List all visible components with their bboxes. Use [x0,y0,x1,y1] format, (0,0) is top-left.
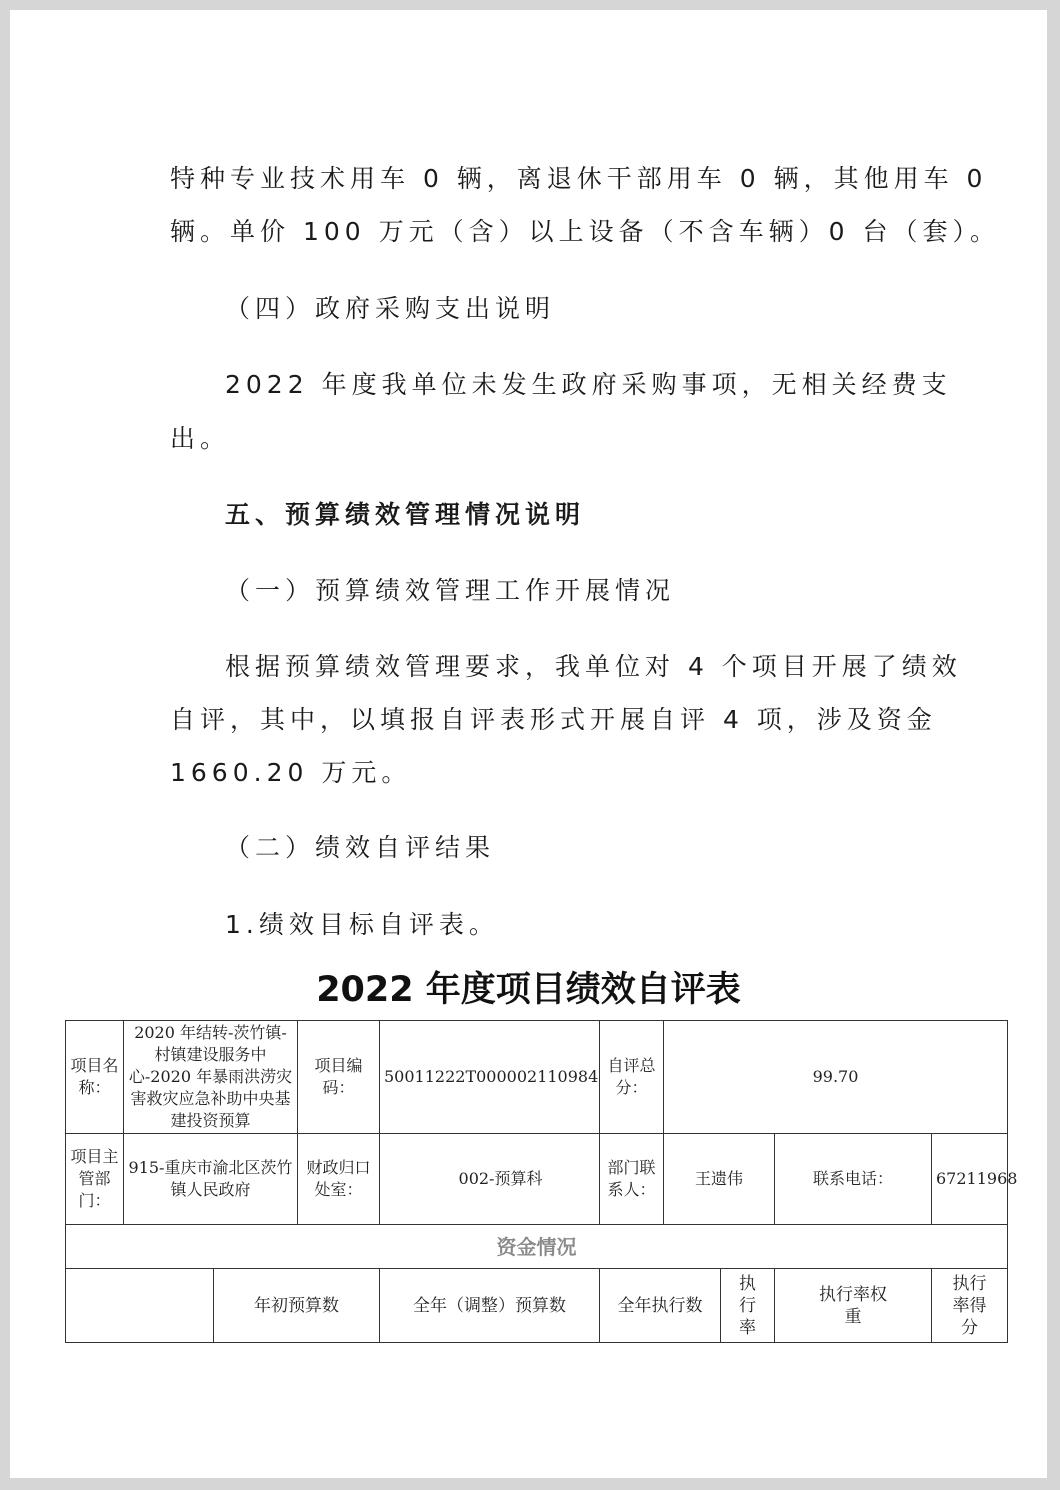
paragraph-vehicles-line1: 特种专业技术用车 0 辆，离退休干部用车 0 辆，其他用车 0 [170,164,988,193]
paragraph-self-eval-table: 1.绩效目标自评表。 [225,910,499,939]
table-row-department [66,1134,1008,1225]
project-name-value: 2020 年结转-茨竹镇-村镇建设服务中心-2020 年暴雨洪涝灾害救灾应急补助中央基建投资预算 [124,1021,298,1134]
col-blank [66,1269,214,1343]
col-rate-weight: 执行率权重 [775,1269,932,1343]
paragraph-procurement-line2: 出。 [170,424,231,453]
col-executed: 全年执行数 [600,1269,721,1343]
document-page [10,10,1047,1478]
table-title: 2022 年度项目绩效自评表 [316,970,741,1010]
paragraph-evaluation-line3: 1660.20 万元。 [170,758,412,787]
self-score-label: 自评总分： [600,1021,664,1134]
self-score-value: 99.70 [664,1021,1008,1134]
dept-label: 项目主管部门： [66,1134,124,1225]
paragraph-vehicles-line2: 辆。单价 100 万元（含）以上设备（不含车辆）0 台（套）。 [170,217,1000,246]
paragraph-evaluation-line1: 根据预算绩效管理要求，我单位对 4 个项目开展了绩效 [225,652,962,681]
heading-sub-1: （一）预算绩效管理工作开展情况 [225,576,676,605]
paragraph-evaluation-line2: 自评，其中，以填报自评表形式开展自评 4 项，涉及资金 [170,705,937,734]
paragraph-procurement-line1: 2022 年度我单位未发生政府采购事项，无相关经费支 [225,370,952,399]
project-name-label: 项目名称： [66,1021,124,1134]
col-execution-rate: 执行率 [721,1269,775,1343]
table-row-project [66,1021,1008,1134]
contact-label: 部门联系人： [600,1134,664,1225]
table-row-column-headers [66,1269,1008,1343]
table-row-funds-header [66,1225,1008,1269]
dept-value: 915-重庆市渝北区茨竹镇人民政府 [124,1134,298,1225]
heading-section-5: 五、预算绩效管理情况说明 [225,500,586,529]
heading-procurement: （四）政府采购支出说明 [225,294,556,323]
phone-value: 67211968 [932,1134,1008,1225]
performance-table [65,1020,1018,1343]
heading-sub-2: （二）绩效自评结果 [225,833,496,862]
col-rate-score: 执行率得分 [932,1269,1008,1343]
contact-value: 王遗伟 [664,1134,775,1225]
project-code-label: 项目编码： [298,1021,380,1134]
finance-office-label: 财政归口处室： [298,1134,380,1225]
col-initial-budget: 年初预算数 [214,1269,380,1343]
phone-label: 联系电话： [775,1134,932,1225]
col-adjusted-budget: 全年（调整）预算数 [380,1269,600,1343]
project-code-value: 50011222T000002110984 [380,1021,600,1134]
finance-office-value: 002-预算科 [380,1134,600,1225]
funds-header: 资金情况 [66,1225,1008,1269]
